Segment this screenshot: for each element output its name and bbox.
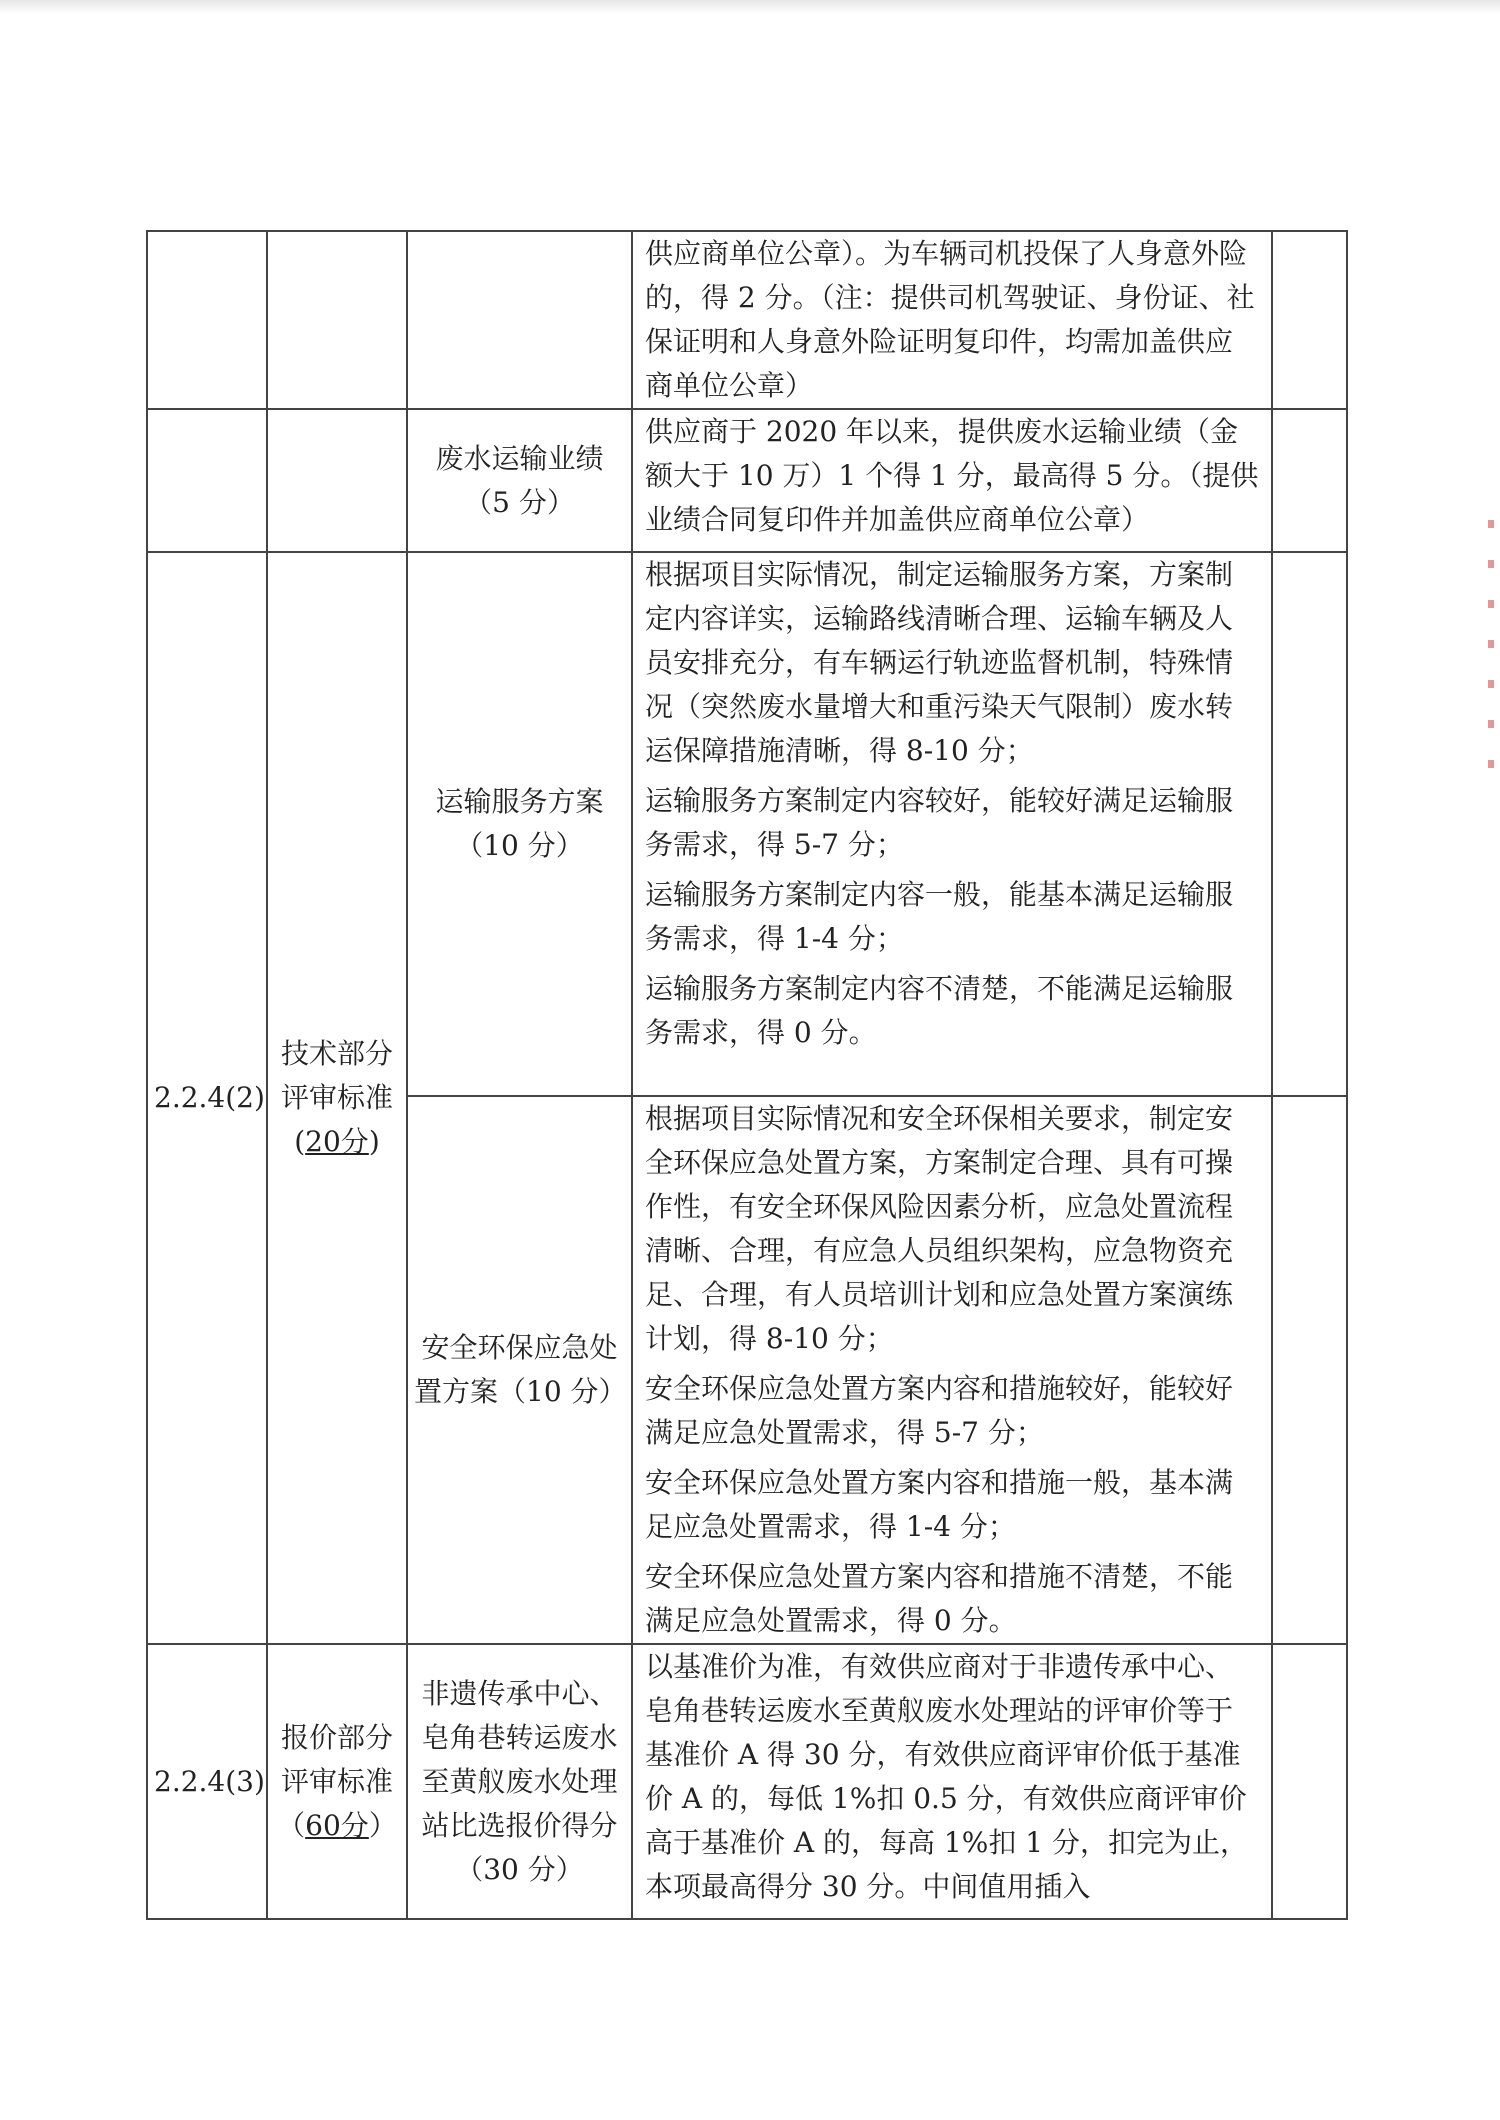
criteria-text: 运输服务方案制定内容较好，能较好满足运输服务需求，得 5-7 分；	[645, 784, 1234, 861]
item-cell: 安全环保应急处置方案（10 分）	[407, 1096, 632, 1644]
score-cell	[1272, 231, 1347, 409]
score-cell	[1272, 1096, 1347, 1644]
item-cell: 废水运输业绩（5 分）	[407, 409, 632, 552]
section-id-cell	[147, 231, 267, 409]
item-cell: 非遗传承中心、皂角巷转运废水至黄舣废水处理站比选报价得分（30 分）	[407, 1644, 632, 1919]
section-id-cell: 2.2.4(2)	[147, 552, 267, 1644]
criteria-cell	[632, 552, 1272, 1096]
criteria-cell	[632, 231, 1272, 409]
category-label: 技术部分评审标准(	[280, 1037, 393, 1158]
category-label-end: ）	[368, 1808, 397, 1842]
criteria-text: 供应商于 2020 年以来，提供废水运输业绩（金额大于 10 万）1 个得 1 分，最高得 5 分。（提供业绩合同复印件并加盖供应商单位公章）	[645, 415, 1259, 536]
criteria-text: 安全环保应急处置方案内容和措施一般，基本满足应急处置需求，得 1-4 分；	[645, 1466, 1234, 1543]
criteria-cell	[632, 1644, 1272, 1919]
score-cell	[1272, 552, 1347, 1096]
section-id-cell: 2.2.4(3)	[147, 1644, 267, 1919]
category-cell	[267, 1644, 407, 1919]
scan-margin-mark	[1488, 520, 1494, 780]
criteria-text: 根据项目实际情况和安全环保相关要求，制定安全环保应急处置方案，方案制定合理、具有可操作性，有安全环保风险因素分析，应急处置流程清晰、合理，有应急人员组织架构，应急物资充足、合理，有人员培训计划和应急处置方案演练计划，得 8-10 分；	[645, 1102, 1234, 1355]
criteria-text: 以基准价为准，有效供应商对于非遗传承中心、皂角巷转运废水至黄舣废水处理站的评审价等于基准价 A 得 30 分，有效供应商评审价低于基准价 A 的，每低 1%扣 0.5 分，有效供应商评审价高于基准价 A 的，每高 1%扣 1 分，扣完为止，本项最高得分 30 分。中间值用插入	[645, 1650, 1248, 1903]
category-cell	[267, 231, 407, 409]
criteria-text: 运输服务方案制定内容不清楚，不能满足运输服务需求，得 0 分。	[645, 972, 1234, 1049]
criteria-text: 供应商单位公章）。为车辆司机投保了人身意外险的，得 2 分。（注：提供司机驾驶证、身份证、社保证明和人身意外险证明复印件，均需加盖供应商单位公章）	[645, 237, 1255, 402]
table-row	[147, 552, 1347, 1096]
criteria-text: 根据项目实际情况，制定运输服务方案，方案制定内容详实，运输路线清晰合理、运输车辆及人员安排充分，有车辆运行轨迹监督机制，特殊情况（突然废水量增大和重污染天气限制）废水转运保障措施清晰，得 8-10 分；	[645, 558, 1234, 767]
category-cell	[267, 409, 407, 552]
criteria-cell	[632, 1096, 1272, 1644]
item-cell: 运输服务方案（10 分）	[407, 552, 632, 1096]
score-cell	[1272, 1644, 1347, 1919]
table-row	[147, 231, 1347, 409]
category-cell	[267, 552, 407, 1644]
criteria-cell	[632, 409, 1272, 552]
category-score: 20分	[305, 1125, 369, 1158]
table-row	[147, 409, 1347, 552]
criteria-text: 安全环保应急处置方案内容和措施不清楚，不能满足应急处置需求，得 0 分。	[645, 1560, 1234, 1637]
criteria-text: 安全环保应急处置方案内容和措施较好，能较好满足应急处置需求，得 5-7 分；	[645, 1372, 1234, 1449]
category-label: 报价部分评审标准（	[277, 1720, 393, 1842]
criteria-text: 运输服务方案制定内容一般，能基本满足运输服务需求，得 1-4 分；	[645, 878, 1234, 955]
scan-top-edge	[0, 0, 1500, 14]
scoring-criteria-table	[146, 230, 1348, 1920]
section-id-cell	[147, 409, 267, 552]
category-label-end: )	[368, 1125, 380, 1158]
score-cell	[1272, 409, 1347, 552]
item-cell	[407, 231, 632, 409]
category-score: 60分	[305, 1808, 369, 1842]
table-row	[147, 1644, 1347, 1919]
